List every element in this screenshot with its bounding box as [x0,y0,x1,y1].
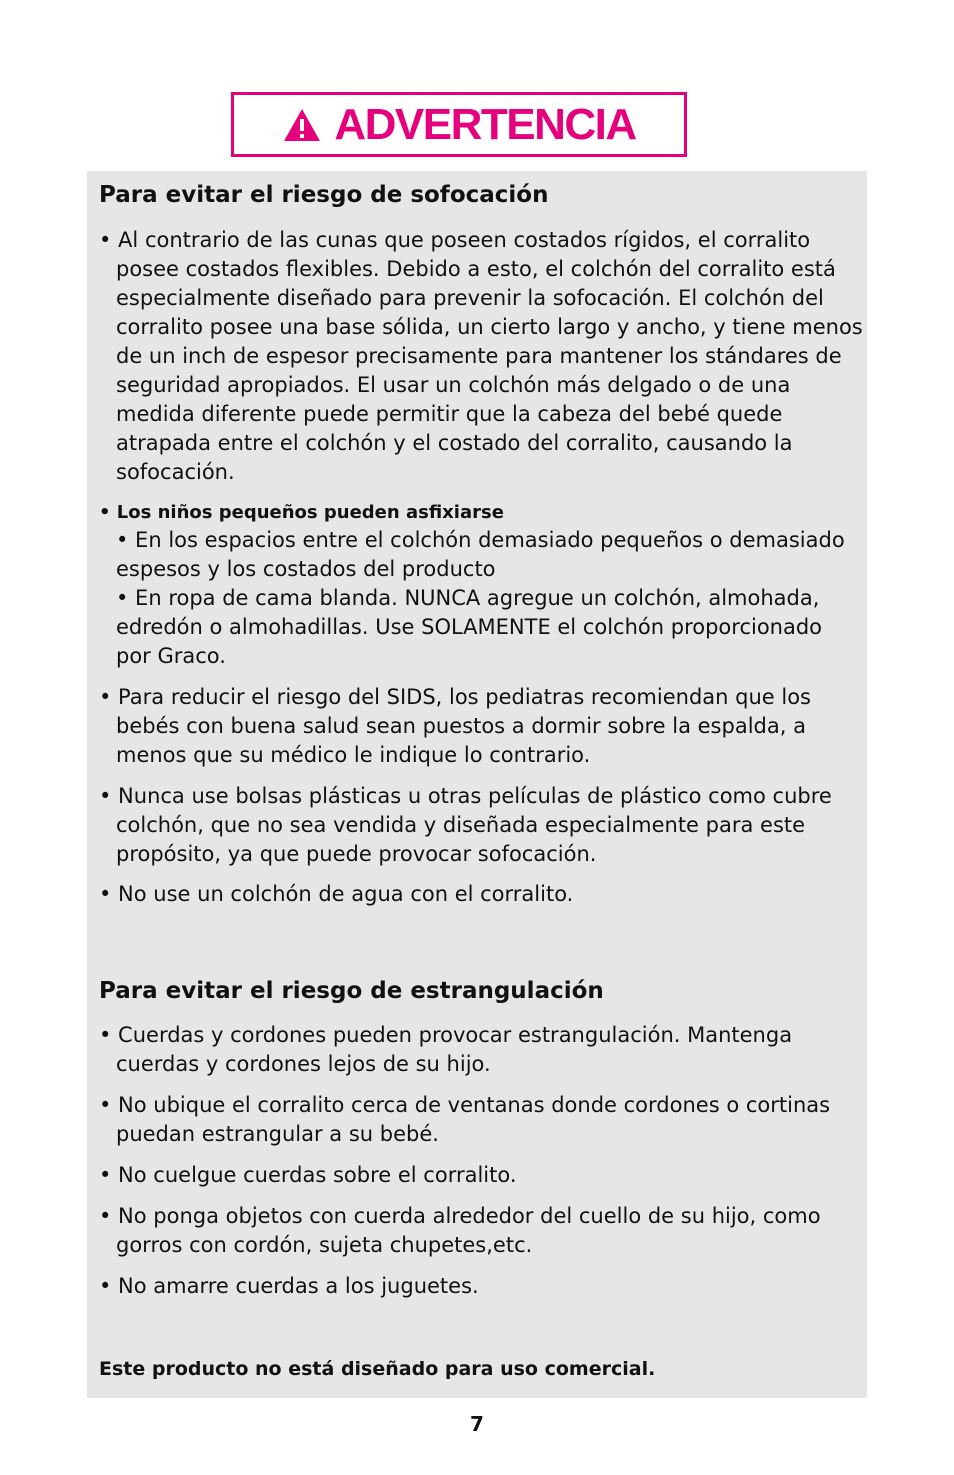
bullet-suffocation-1: • Al contrario de las cunas que poseen costados rígidos, el corralito posee costados flexibles. Debido a esto, el colchón del corralito está especialmente diseñado para prevenir la sofocación. El colchón del corralito posee una base sólida, un cierto largo y ancho, y tiene menos de un inch de espesor precisamente para mantener los stándares de seguridad apropiados. El usar un colchón más delgado o de una medida diferente puede permitir que la cabeza del bebé quede atrapada entre el colchón y el costado del corralito, causando la sofocación. [99,228,863,484]
warning-panel [87,171,867,1398]
choking-title: • Los niños pequeños pueden asfixiarse [99,502,504,523]
bullet-strangulation-3: • No cuelgue cuerdas sobre el corralito. [99,1163,517,1187]
choking-sublist [99,526,861,671]
section-heading-suffocation: Para evitar el riesgo de sofocación [99,182,549,208]
section-heading-strangulation: Para evitar el riesgo de estrangulación [99,978,604,1004]
bullet-suffocation-2: • Para reducir el riesgo del SIDS, los pediatras recomiendan que los bebés con buena salud sean puestos a dormir sobre la espalda, a menos que su médico le indique lo contrario. [99,685,811,767]
warning-banner [231,92,687,157]
bullet-strangulation-1: • Cuerdas y cordones pueden provocar estrangulación. Mantenga cuerdas y cordones lejos de su hijo. [99,1023,793,1076]
bullet-choking-title [99,497,874,527]
bullet-strangulation-5: • No amarre cuerdas a los juguetes. [99,1274,479,1298]
commercial-use-note: Este producto no está diseñado para uso comercial. [99,1358,656,1380]
warning-title: ADVERTENCIA [334,99,636,149]
page-number: 7 [470,1412,484,1436]
warning-triangle-icon [282,107,322,143]
choking-item-2: • En ropa de cama blanda. NUNCA agregue un colchón, almohada, edredón o almohadillas. Use SOLAMENTE el colchón proporcionado por Graco. [116,586,823,668]
bullet-suffocation-3: • Nunca use bolsas plásticas u otras películas de plástico como cubre colchón, que no sea vendida y diseñada especialmente para este propósito, ya que puede provocar sofocación. [99,784,832,866]
bullet-strangulation-2: • No ubique el corralito cerca de ventanas donde cordones o cortinas puedan estrangular a su bebé. [99,1093,831,1146]
bullet-strangulation-4: • No ponga objetos con cuerda alrededor del cuello de su hijo, como gorros con cordón, sujeta chupetes,etc. [99,1204,821,1257]
bullet-suffocation-4: • No use un colchón de agua con el corralito. [99,882,574,906]
choking-item-1: • En los espacios entre el colchón demasiado pequeños o demasiado espesos y los costados del producto [116,528,845,581]
